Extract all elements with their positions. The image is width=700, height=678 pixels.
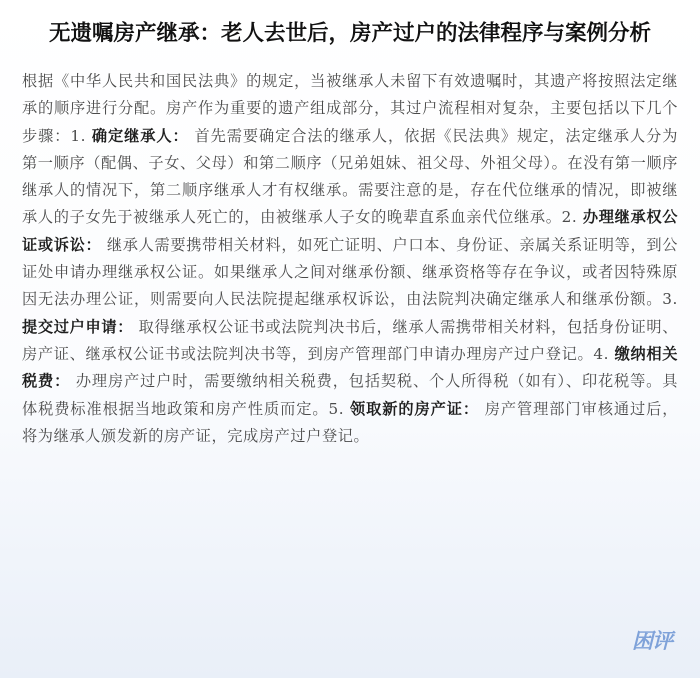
step-2-heading: 办理继承权公证或诉讼： bbox=[22, 208, 678, 254]
step-5-number: 5. bbox=[328, 399, 345, 418]
article-body bbox=[22, 68, 678, 450]
step-4-heading: 缴纳相关税费： bbox=[22, 344, 678, 391]
step-2-text: 继承人需要携带相关材料，如死亡证明、户口本、身份证、亲属关系证明等，到公证处申请办理继承权公证。如果继承人之间对继承份额、继承资格等存在争议，或者因特殊原因无法办理公证，则需要向人民法院提起继承权诉讼，由法院判决确定继承人和继承份额。 bbox=[22, 235, 678, 309]
step-5-heading: 领取新的房产证： bbox=[349, 399, 479, 418]
intro-text: 根据《中华人民共和国民法典》的规定，当被继承人未留下有效遗嘱时，其遗产将按照法定继承的顺序进行分配。房产作为重要的遗产组成部分，其过户流程相对复杂，主要包括以下几个步骤： bbox=[22, 72, 678, 145]
step-1-text: 首先需要确定合法的继承人，依据《民法典》规定，法定继承人分为第一顺序（配偶、子女、父母）和第二顺序（兄弟姐妹、祖父母、外祖父母）。在没有第一顺序继承人的情况下，第二顺序继承人才有权继承。需要注意的是，存在代位继承的情况，即被继承人的子女先于被继承人死亡的，由被继承人子女的晚辈直系血亲代位继承。 bbox=[22, 126, 678, 227]
step-1-heading: 确定继承人： bbox=[91, 126, 189, 145]
step-2-number: 2. bbox=[561, 208, 578, 227]
step-4-number: 4. bbox=[593, 344, 610, 363]
watermark-logo: 困评 bbox=[632, 629, 672, 653]
step-5-text: 房产管理部门审核通过后，将为继承人颁发新的房产证，完成房产过户登记。 bbox=[22, 399, 678, 445]
step-3-number: 3. bbox=[662, 290, 678, 309]
step-3-text: 取得继承权公证书或法院判决书后，继承人需携带相关材料，包括身份证明、房产证、继承权公证书或法院判决书等，到房产管理部门申请办理房产过户登记。 bbox=[22, 317, 678, 363]
step-3-heading: 提交过户申请： bbox=[22, 317, 134, 336]
step-1-number: 1. bbox=[70, 126, 87, 145]
step-4-text: 办理房产过户时，需要缴纳相关税费，包括契税、个人所得税（如有）、印花税等。具体税费标准根据当地政策和房产性质而定。 bbox=[22, 372, 678, 418]
article-title: 无遗嘱房产继承：老人去世后，房产过户的法律程序与案例分析 bbox=[48, 21, 651, 46]
